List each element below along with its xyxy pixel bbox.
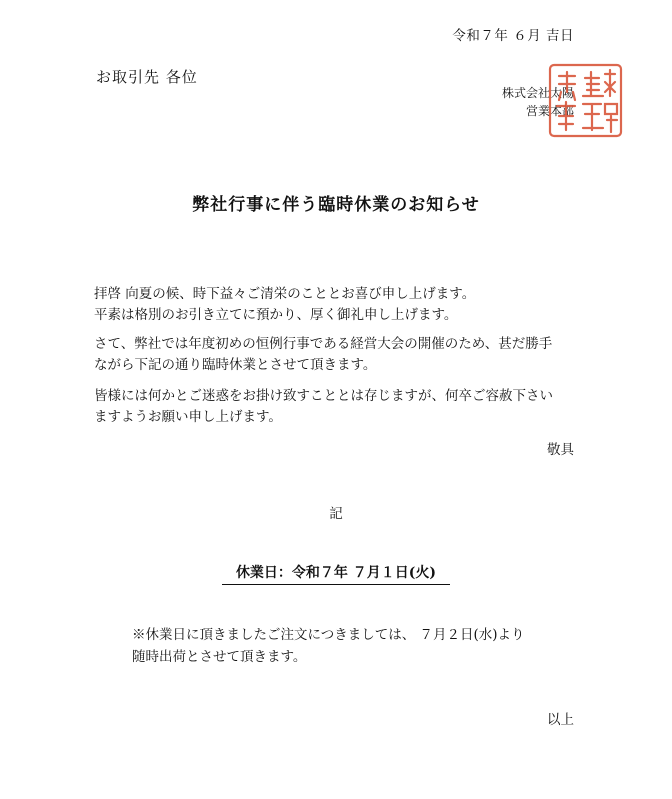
note-line: 随時出荷とさせて頂きます。 [132, 649, 307, 665]
company-seal-icon [547, 62, 624, 139]
paragraph-line: さて、弊社では年度初めの恒例行事である経営大会の開催のため、甚だ勝手 [94, 336, 553, 352]
paragraph-line: 皆様には何かとご迷惑をお掛け致すこととは存じますが、何卒ご容赦下さい [94, 388, 553, 404]
recipient: お取引先 各位 [96, 68, 198, 86]
paragraph-announcement [94, 334, 586, 376]
paragraph-line: 平素は格別のお引き立てに預かり、厚く御礼申し上げます。 [94, 307, 458, 323]
shipping-note [132, 624, 525, 668]
sender-company: 株式会社太陽 [501, 86, 574, 100]
holiday-date [0, 562, 672, 585]
closing-keigu: 敬具 [547, 442, 574, 458]
document-title: 弊社行事に伴う臨時休業のお知らせ [192, 195, 480, 215]
document-date: 令和７年 ６月 吉日 [452, 28, 574, 44]
note-line: ※休業日に頂きましたご注文につきましては、 ７月２日(水)より [132, 627, 525, 643]
sender-department: 営業本部 [525, 104, 574, 118]
paragraph-greeting [94, 284, 586, 326]
holiday-date-text: 休業日：令和７年 ７月１日(火) [222, 562, 450, 585]
paragraph-line: ながら下記の通り臨時休業とさせて頂きます。 [94, 357, 377, 373]
paragraph-line: 拝啓 向夏の候、時下益々ご清栄のこととお喜び申し上げます。 [94, 286, 476, 302]
closing-ijou: 以上 [547, 712, 574, 728]
ki-heading: 記 [329, 506, 343, 522]
paragraph-apology [94, 386, 586, 428]
paragraph-line: ますようお願い申し上げます。 [94, 409, 282, 425]
